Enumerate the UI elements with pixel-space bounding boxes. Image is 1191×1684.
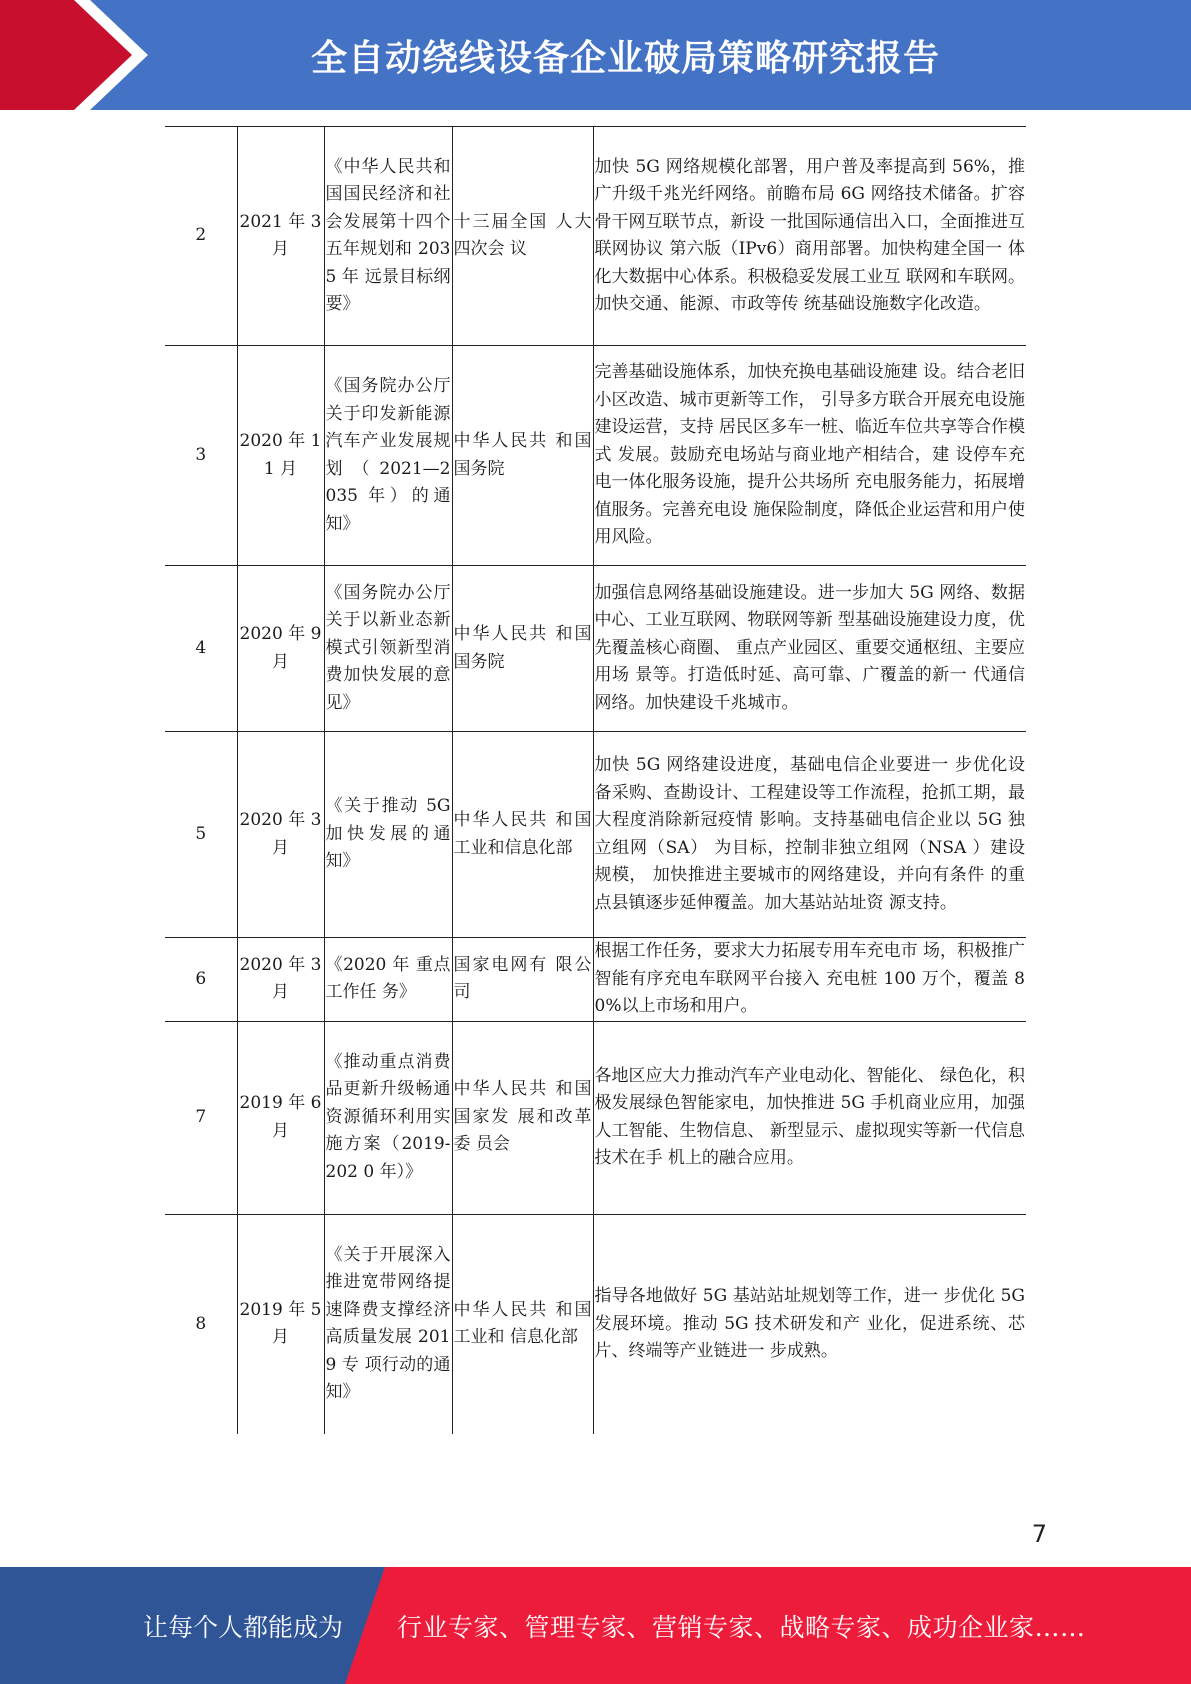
table-row [165,732,1026,938]
row-issuing-org: 中华人民共 和国国家发 展和改革委 员会 [452,1021,593,1214]
table-row [165,1214,1026,1434]
row-date: 2021 年 3 月 [237,127,324,346]
row-date: 2019 年 5 月 [237,1214,324,1434]
header-banner [0,0,1191,110]
row-issuing-org: 中华人民共 和国国务院 [452,346,593,566]
row-number: 2 [165,127,237,346]
page-number: 7 [1031,1520,1047,1548]
footer-banner [0,1567,1191,1684]
row-number: 4 [165,566,237,732]
row-document-title: 《2020 年 重点工作任 务》 [324,938,452,1022]
footer-slogan-right: 行业专家、管理专家、营销专家、战略专家、成功企业家…… [397,1612,1086,1642]
row-document-title: 《推动重点消费品更新升级畅通资源循环利用实施方案（2019-202 0 年）》 [324,1021,452,1214]
row-document-title: 《中华人民共和国国民经济和社会发展第十四个五年规划和 2035 年 远景目标纲 要》 [324,127,452,346]
report-title: 全自动绕线设备企业破局策略研究报告 [310,37,940,79]
row-issuing-org: 中华人民共 和国工业和 信息化部 [452,1214,593,1434]
row-document-title: 《关于开展深入推进宽带网络提速降费支撑经济高质量发展 2019 专 项行动的通 知》 [324,1214,452,1434]
row-issuing-org: 中华人民共 和国国务院 [452,566,593,732]
row-document-title: 《关于推动 5G 加快发展的通知》 [324,732,452,938]
row-document-title: 《国务院办公厅关于以新业态新模式引领新型消费加快发展的意见》 [324,566,452,732]
row-issuing-org: 十三届全国 人大四次会 议 [452,127,593,346]
row-issuing-org: 中华人民共 和国工业和信息化部 [452,732,593,938]
row-issuing-org: 国家电网有 限公司 [452,938,593,1022]
row-date: 2020 年 11 月 [237,346,324,566]
row-content: 指导各地做好 5G 基站站址规划等工作，进一 步优化 5G 发展环境。推动 5G 技术研发和产 业化，促进系统、芯片、终端等产业链进一 步成熟。 [593,1214,1026,1434]
table-row [165,346,1026,566]
table-row [165,1021,1026,1214]
row-content: 各地区应大力推动汽车产业电动化、智能化、 绿色化，积极发展绿色智能家电，加快推进 5G 手机商业应用，加强人工智能、生物信息、 新型显示、虚拟现实等新一代信息技术在手 机上的融合应用。 [593,1021,1026,1214]
table-row [165,938,1026,1022]
row-number: 5 [165,732,237,938]
row-number: 7 [165,1021,237,1214]
row-number: 3 [165,346,237,566]
footer-slogan-left: 让每个人都能成为 [143,1612,344,1642]
policy-table [165,126,1026,1434]
table-row [165,566,1026,732]
row-document-title: 《国务院办公厅关于印发新能源汽车产业发展规 划 （ 2021—2035 年）的通知》 [324,346,452,566]
row-content: 完善基础设施体系，加快充换电基础设施建 设。结合老旧小区改造、城市更新等工作， 引导多方联合开展充电设施建设运营，支持 居民区多车一桩、临近车位共享等合作模式 发展。鼓励充电场站与商业地产相结合，建 设停车充电一体化服务设施，提升公共场所 充电服务能力，拓展增值服务。完善充电设 施保险制度，降低企业运营和用户使用风险。 [593,346,1026,566]
row-date: 2020 年 9 月 [237,566,324,732]
row-content: 加快 5G 网络建设进度，基础电信企业要进一 步优化设备采购、查勘设计、工程建设等工作流程，抢抓工期，最大程度消除新冠疫情 影响。支持基础电信企业以 5G 独立组网（SA） 为目标，控制非独立组网（NSA ）建设规模， 加快推进主要城市的网络建设，并向有条件 的重点县镇逐步延伸覆盖。加大基站站址资 源支持。 [593,732,1026,938]
header-arrow-decoration [0,0,150,110]
row-content: 加快 5G 网络规模化部署，用户普及率提高到 56%，推广升级千兆光纤网络。前瞻布局 6G 网络技术储备。扩容骨干网互联节点，新设 一批国际通信出入口，全面推进互联网协议 第六版（IPv6）商用部署。加快构建全国一 体化大数据中心体系。积极稳妥发展工业互 联网和车联网。加快交通、能源、市政等传 统基础设施数字化改造。 [593,127,1026,346]
row-date: 2020 年 3 月 [237,732,324,938]
table-row [165,127,1026,346]
row-number: 6 [165,938,237,1022]
row-date: 2020 年 3 月 [237,938,324,1022]
row-content: 根据工作任务，要求大力拓展专用车充电市 场，积极推广智能有序充电车联网平台接入 充电桩 100 万个，覆盖 80%以上市场和用户。 [593,938,1026,1022]
row-number: 8 [165,1214,237,1434]
row-content: 加强信息网络基础设施建设。进一步加大 5G 网络、数据中心、工业互联网、物联网等新 型基础设施建设力度，优先覆盖核心商圈、 重点产业园区、重要交通枢纽、主要应用场 景等。打造低时延、高可靠、广覆盖的新一 代通信网络。加快建设千兆城市。 [593,566,1026,732]
row-date: 2019 年 6 月 [237,1021,324,1214]
